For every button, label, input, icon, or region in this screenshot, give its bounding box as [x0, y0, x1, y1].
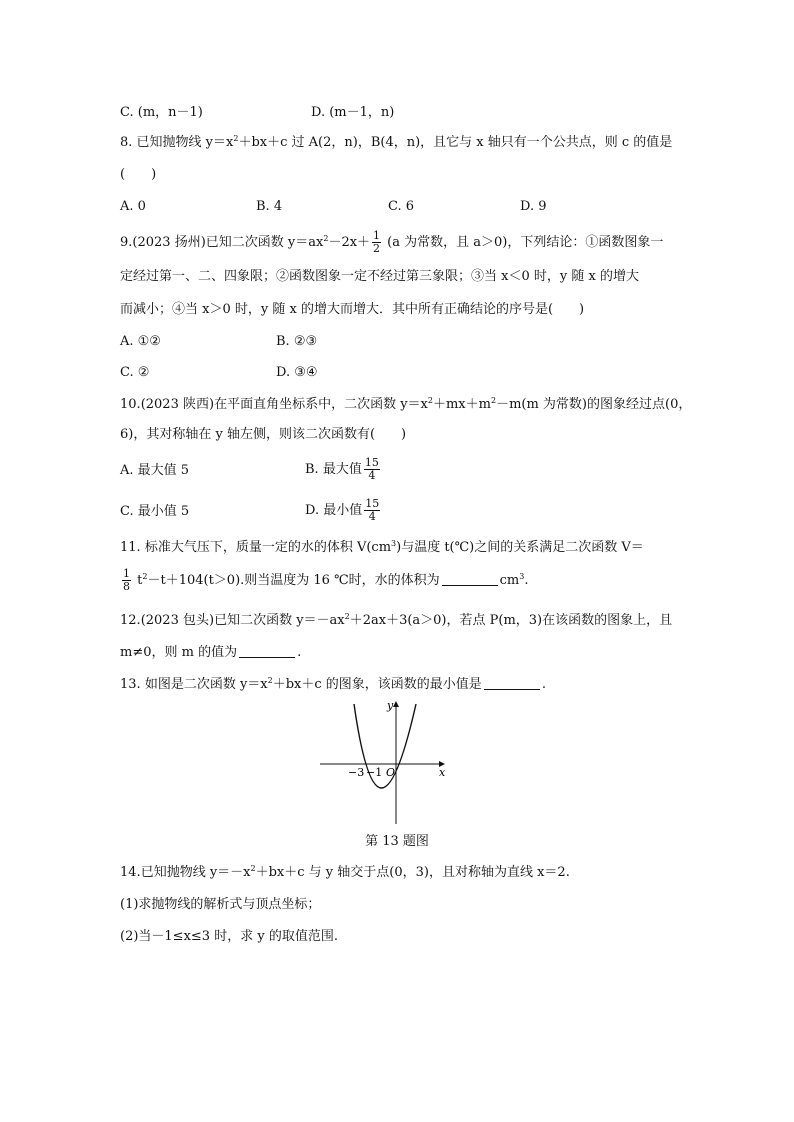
q14-part2: (2)当－1≤x≤3 时，求 y 的取值范围.: [120, 929, 338, 944]
q10-option-d-frac: [364, 498, 380, 523]
q10-option-d: [305, 493, 382, 529]
q9-stem-line3: 而减小；④当 x＞0 时，y 随 x 的增大而增大．其中所有正确结论的序号是( ): [120, 302, 585, 317]
q13-figure-caption: 第 13 题图: [365, 834, 429, 849]
q11-frac-num: 1: [123, 567, 130, 580]
q12-text-b: ＋2ax＋3(a＞0)，若点 P(m，3)在该函数的图象上，且: [349, 613, 673, 628]
q10-option-a: A. 最大值 5: [120, 463, 190, 478]
q9-option-a: A. ①②: [120, 334, 161, 349]
q8-answer-paren: ( ): [120, 167, 157, 182]
q13-stem: [120, 676, 546, 694]
q9-text-a: 已知二次函数 y＝ax: [205, 235, 324, 250]
q9-text-b: －2x＋: [328, 235, 371, 250]
q8-option-d: D. 9: [520, 199, 547, 214]
q10-sup-a: 2: [427, 396, 433, 405]
q8-option-c: C. 6: [388, 199, 415, 214]
q14-part1: (1)求抛物线的解析式与顶点坐标；: [120, 897, 321, 912]
q13-parabola-figure: [318, 698, 452, 828]
q10-number: 10.: [120, 397, 141, 412]
q11-text-e: cm: [499, 573, 520, 588]
q12-stem-line2: [120, 644, 301, 662]
q13-answer-blank[interactable]: [484, 677, 540, 690]
y-axis-label: y: [387, 699, 394, 712]
q10-option-d-den: 4: [368, 510, 376, 523]
q13-sup: 2: [267, 676, 273, 685]
q9-option-b: B. ②③: [276, 334, 318, 349]
q11-stem-line1: [120, 539, 644, 557]
tick-neg1-label: −1: [366, 766, 383, 779]
q10-text-b: ＋mx＋m: [432, 397, 491, 412]
q14-stem: [120, 864, 570, 882]
q12-text-a: 已知二次函数 y＝－ax: [214, 613, 345, 628]
q7-option-c: C. (m，n－1): [120, 105, 203, 120]
q10-stem-line2: 6)，其对称轴在 y 轴左侧，则该二次函数有( ): [120, 427, 407, 442]
q8-option-b: B. 4: [256, 199, 283, 214]
origin-label: O: [386, 766, 396, 779]
q8-option-a: A. 0: [120, 199, 146, 214]
q10-option-d-num: 15: [365, 497, 380, 510]
q9-text-c: (a 为常数，且 a＞0)，下列结论：①函数图象一: [383, 235, 664, 250]
q10-option-d-label: D. 最小值: [305, 503, 363, 518]
q11-text-d: －t＋104(t＞0).则当温度为 16 ℃时，水的体积为: [147, 573, 440, 588]
q9-frac-num: 1: [373, 229, 381, 242]
q10-option-b-den: 4: [368, 469, 376, 482]
q10-option-b-num: 15: [364, 456, 379, 469]
q10-option-b-label: B. 最大值: [305, 462, 362, 477]
q14-text-b: ＋bx＋c 与 y 轴交于点(0，3)，且对称轴为直线 x＝2.: [255, 865, 570, 880]
q8-text-a: 已知抛物线 y＝x: [136, 135, 234, 150]
q11-text-f: .: [524, 573, 529, 588]
q9-stem-line1: [120, 230, 663, 256]
q8-sup: 2: [233, 134, 239, 143]
q10-option-b: [305, 452, 382, 488]
q13-number: 13.: [120, 677, 141, 692]
q14-number: 14.: [120, 865, 141, 880]
q9-option-c: C. ②: [120, 365, 150, 380]
q10-option-b-frac: [364, 457, 380, 482]
q13-text-b: ＋bx＋c 的图象，该函数的最小值是: [272, 677, 482, 692]
q10-text-c: －m(m 为常数)的图象经过点(0，: [496, 397, 692, 412]
x-axis-label: x: [439, 766, 446, 779]
q7-option-d: D. (m－1，n): [311, 105, 395, 120]
q12-line2-a: m≠0，则 m 的值为: [120, 645, 238, 660]
q12-number: 12.: [120, 613, 141, 628]
q11-fraction: [122, 568, 131, 593]
q11-answer-blank[interactable]: [442, 573, 498, 586]
q13-text-c: .: [541, 677, 546, 692]
q12-line2-b: .: [297, 645, 302, 660]
q12-stem-line1: [120, 612, 672, 630]
q9-fraction: [372, 230, 381, 255]
q12-source: (2023 包头): [140, 613, 215, 628]
q11-sup-b: 2: [142, 572, 148, 581]
q14-text-a: 已知抛物线 y＝－x: [140, 865, 251, 880]
tick-neg3-label: −3: [348, 766, 365, 779]
q9-source: (2023 扬州): [132, 235, 206, 250]
q8-stem: [120, 134, 672, 152]
q12-sup: 2: [344, 612, 350, 621]
q10-text-a: 在平面直角坐标系中，二次函数 y＝x: [214, 397, 428, 412]
q8-text-b: ＋bx＋c 过 A(2，n)，B(4，n)，且它与 x 轴只有一个公共点，则 c 的值是: [238, 135, 673, 150]
q12-answer-blank[interactable]: [239, 645, 295, 658]
q10-source: (2023 陕西): [140, 397, 215, 412]
q9-sup: 2: [323, 234, 329, 243]
q10-stem-line1: [120, 396, 691, 414]
q11-stem-line2: [120, 566, 528, 596]
q9-stem-line2: 定经过第一、二、四象限；②函数图象一定不经过第三象限；③当 x＜0 时，y 随 x 的增大: [120, 269, 639, 284]
q13-text-a: 如图是二次函数 y＝x: [140, 677, 268, 692]
q8-number: 8.: [120, 135, 133, 150]
q11-sup-a: 3: [391, 539, 397, 548]
q11-frac-den: 8: [123, 580, 130, 593]
q11-text-a: 标准大气压下，质量一定的水的体积 V(cm: [140, 540, 392, 555]
q11-sup-c: 3: [519, 572, 525, 581]
q11-number: 11.: [120, 540, 141, 555]
q10-sup-b: 2: [490, 396, 497, 405]
q9-frac-den: 2: [373, 242, 381, 255]
q9-number: 9.: [120, 235, 133, 250]
q11-text-c: t: [137, 573, 143, 588]
q14-sup: 2: [250, 864, 256, 873]
q11-text-b: )与温度 t(℃)之间的关系满足二次函数 V＝: [396, 540, 644, 555]
q10-option-c: C. 最小值 5: [120, 504, 190, 519]
q9-option-d: D. ③④: [276, 365, 318, 380]
